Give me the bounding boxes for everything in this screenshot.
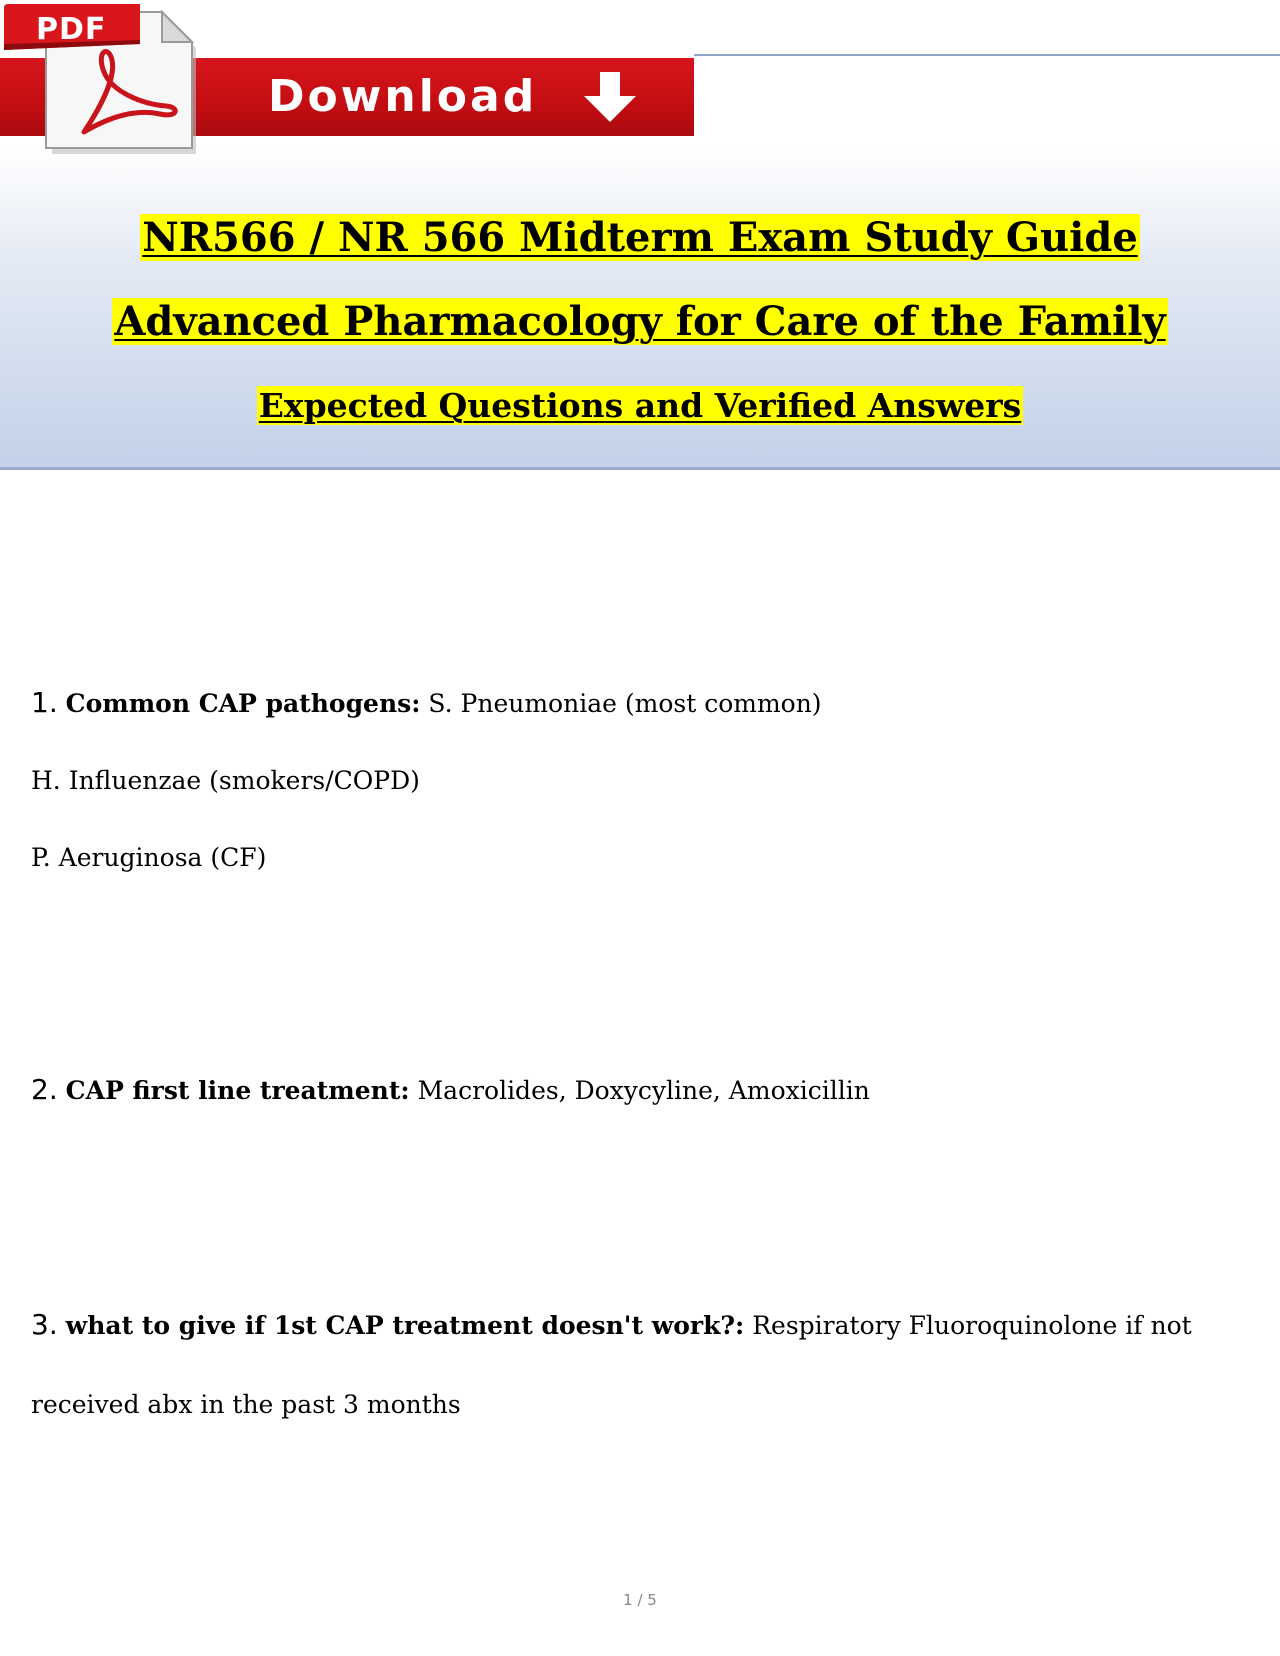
header-rule — [694, 54, 1280, 56]
question-item — [31, 686, 822, 719]
pdf-tab-label: PDF — [36, 12, 107, 47]
answer-text: Macrolides, Doxycyline, Amoxicillin — [417, 1076, 870, 1105]
question-text: CAP first line treatment: — [65, 1076, 410, 1105]
question-text: what to give if 1st CAP treatment doesn't work?: — [65, 1311, 745, 1340]
answer-text: S. Pneumoniae (most common) — [428, 689, 822, 718]
question-number: 2. — [31, 1073, 58, 1106]
title-line-3 — [0, 386, 1280, 425]
answer-line: received abx in the past 3 months — [31, 1390, 461, 1419]
page-indicator: 1 / 5 — [623, 1591, 657, 1609]
title-line-2 — [0, 298, 1280, 345]
download-arrow-icon — [582, 72, 638, 122]
question-item — [31, 1308, 1192, 1341]
title-line-1-text: NR566 / NR 566 Midterm Exam Study Guide — [142, 214, 1138, 261]
question-number: 3. — [31, 1308, 58, 1341]
download-label: Download — [268, 71, 538, 122]
question-number: 1. — [31, 686, 58, 719]
pdf-file-icon — [0, 0, 200, 155]
answer-line: P. Aeruginosa (CF) — [31, 843, 267, 872]
answer-line: H. Influenzae (smokers/COPD) — [31, 766, 420, 795]
header-banner — [0, 0, 1280, 470]
title-line-1 — [0, 214, 1280, 261]
title-line-3-text: Expected Questions and Verified Answers — [258, 386, 1022, 425]
answer-text: Respiratory Fluoroquinolone if not — [752, 1311, 1192, 1340]
title-line-2-text: Advanced Pharmacology for Care of the Family — [114, 298, 1166, 345]
question-item — [31, 1073, 870, 1106]
question-text: Common CAP pathogens: — [65, 689, 421, 718]
